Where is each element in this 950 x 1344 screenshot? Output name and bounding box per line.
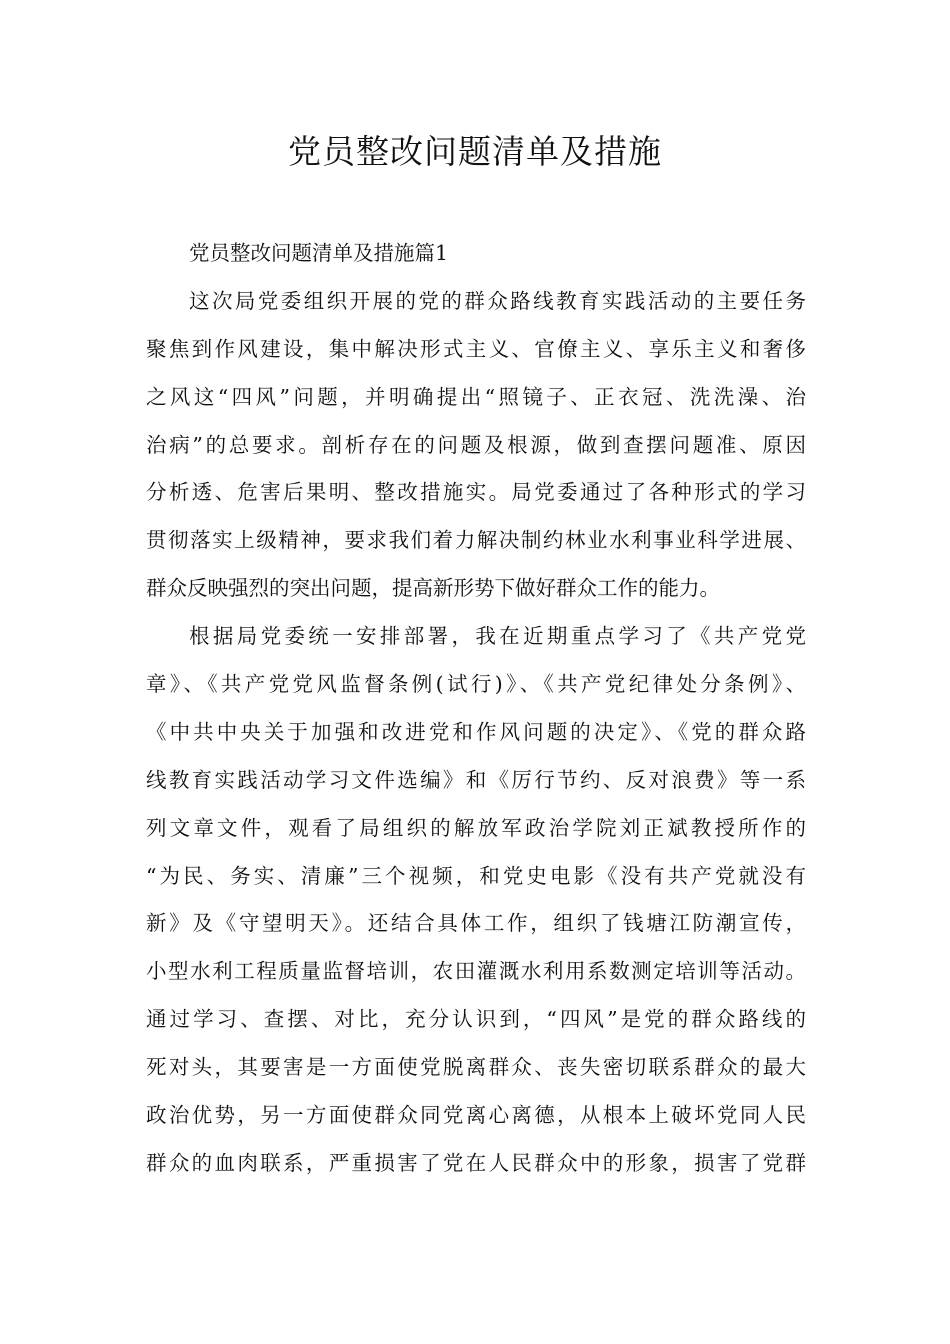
paragraph-line: 治病”的总要求。剖析存在的问题及根源，做到查摆问题准、原因 xyxy=(146,432,806,457)
document-title: 党员整改问题清单及措施 xyxy=(288,132,662,171)
paragraph-line: 之风这“四风”问题，并明确提出“照镜子、正衣冠、洗洗澡、治 xyxy=(146,384,806,409)
paragraph-line: 根据局党委统一安排部署，我在近期重点学习了《共产党党 xyxy=(189,624,806,649)
paragraph-line: 政治优势，另一方面使群众同党离心离德，从根本上破坏党同人民 xyxy=(146,1103,806,1128)
paragraph-line: 章》、《共产党党风监督条例(试行)》、《共产党纪律处分条例》、 xyxy=(146,672,806,697)
paragraph-line: 群众的血肉联系，严重损害了党在人民群众中的形象，损害了党群 xyxy=(146,1150,806,1175)
section-heading: 党员整改问题清单及措施篇1 xyxy=(189,241,449,265)
paragraph-line: 贯彻落实上级精神，要求我们着力解决制约林业水利事业科学进展、 xyxy=(146,528,806,553)
paragraph-line: 《中共中央关于加强和改进党和作风问题的决定》、《党的群众路 xyxy=(146,719,806,744)
paragraph-line: 小型水利工程质量监督培训，农田灌溉水利用系数测定培训等活动。 xyxy=(146,959,806,984)
paragraph-line: “为民、务实、清廉”三个视频，和党史电影《没有共产党就没有 xyxy=(146,863,806,888)
paragraph-line: 线教育实践活动学习文件选编》和《厉行节约、反对浪费》等一系 xyxy=(146,767,806,792)
paragraph-line: 新》及《守望明天》。还结合具体工作，组织了钱塘江防潮宣传， xyxy=(146,911,806,936)
document-body xyxy=(146,230,806,1188)
paragraph-line: 列文章文件，观看了局组织的解放军政治学院刘正斌教授所作的 xyxy=(146,815,806,840)
paragraph-line: 群众反映强烈的突出问题，提高新形势下做好群众工作的能力。 xyxy=(146,576,720,601)
paragraph-line: 通过学习、查摆、对比，充分认识到，“四风”是党的群众路线的 xyxy=(146,1007,806,1032)
paragraph-line: 这次局党委组织开展的党的群众路线教育实践活动的主要任务 xyxy=(189,288,806,313)
paragraph-line: 死对头，其要害是一方面使党脱离群众、丧失密切联系群众的最大 xyxy=(146,1055,806,1080)
paragraph-line: 分析透、危害后果明、整改措施实。局党委通过了各种形式的学习 xyxy=(146,480,806,505)
paragraph-line: 聚焦到作风建设，集中解决形式主义、官僚主义、享乐主义和奢侈 xyxy=(146,336,806,361)
